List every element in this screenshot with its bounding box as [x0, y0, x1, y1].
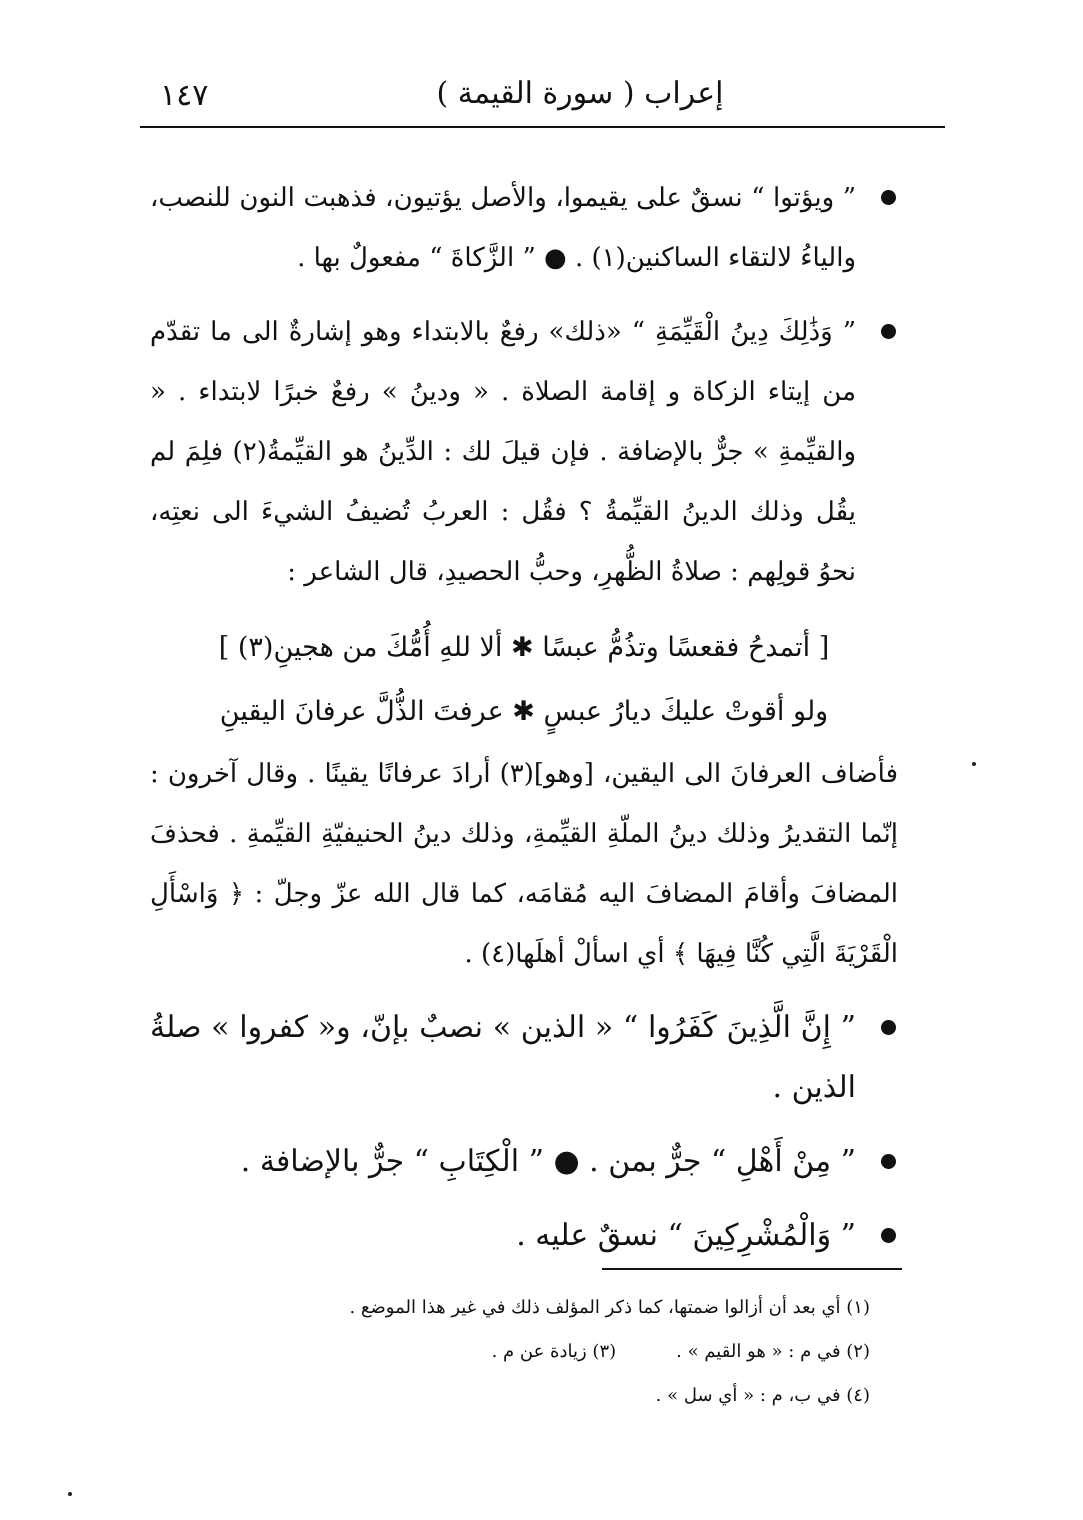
footnote-3: (٣) زيادة عن م . [491, 1341, 617, 1362]
footnote-1: (١) أي بعد أن أزالوا ضمتها، كما ذكر المؤلف ذلك في غير هذا الموضع . [349, 1297, 870, 1318]
footnote-4: (٤) في ب، م : « أي سل » . [655, 1385, 870, 1406]
footnote-row-2-3 [330, 1330, 870, 1374]
page-number: ١٤٧ [160, 78, 209, 113]
paragraph-yutu [150, 168, 898, 288]
bullet-icon [881, 190, 896, 205]
stray-mark [972, 762, 976, 766]
paragraph-continuation: فأضاف العرفانَ الى اليقين، [وهو](٣) أرادَ عرفانًا يقينًا . وقال آخرون : إنّما التقديرُ وذلك دينُ الملّةِ القيِّمةِ، وذلك دينُ الحنيفيّةِ القيِّمةِ . فحذفَ المضافَ وأقامَ المضافَ اليه مُقامَه، كما قال الله عزّ وجلّ : ﴿ وَاسْأَلِ الْقَرْيَةَ الَّتِي كُنَّا فِيهَا ﴾ أي اسألْ أهلَها(٤) . [150, 759, 898, 969]
bullet-icon [881, 1154, 896, 1169]
paragraph-mushrikin [150, 1206, 898, 1266]
footnote-divider [602, 1268, 902, 1270]
poem-line-2: ولو أقوتْ عليكَ ديارُ عبسٍ ✱ عرفتَ الذُّلَّ عرفانَ اليقينِ [219, 696, 829, 727]
stray-mark [68, 1492, 72, 1496]
paragraph-text: ” ويؤتوا “ نسقٌ على يقيموا، والأصل يؤتيون، فذهبت النون للنصب، والياءُ لالتقاء الساكنين(١) . ● ” الزَّكاةَ “ مفعولٌ بها . [150, 183, 856, 273]
paragraph-dhalika-din [150, 302, 898, 602]
page-header [140, 70, 945, 128]
poem-line-1: [ أتمدحُ فقعسًا وتذُمُّ عبسًا ✱ ألا للهِ أُمُّكَ من هجينِ(٣) ] [218, 632, 830, 663]
bullet-icon [881, 1020, 896, 1035]
main-text [150, 168, 898, 1280]
bullet-icon [881, 1228, 896, 1243]
bullet-icon [881, 324, 896, 339]
footnotes [330, 1286, 870, 1418]
running-title: إعراب ( سورة القيمة ) [436, 76, 724, 111]
footnote-2: (٢) في م : « هو القيم » . [676, 1341, 870, 1362]
paragraph-text: ” مِنْ أَهْلِ “ جرٌّ بمن . ● ” الْكِتَابِ “ جرٌّ بالإضافة . [240, 1144, 856, 1179]
paragraph-min-ahl [150, 1132, 898, 1192]
paragraph-inna-alladhina [150, 998, 898, 1118]
paragraph-text: ” إِنَّ الَّذِينَ كَفَرُوا “ « الذين » نصبٌ بإنّ، و« كفروا » صلةُ الذين . [150, 1010, 856, 1105]
paragraph-text: ” وَذَٰلِكَ دِينُ الْقَيِّمَةِ “ «ذلك» رفعٌ بالابتداء وهو إشارةٌ الى ما تقدّم من إيتاء الزكاة و إقامة الصلاة . « ودينُ » رفعٌ خبرًا لابتداء . « والقيِّمةِ » جرٌّ بالإضافة . فإن قيلَ لك : الدِّينُ هو القيِّمةُ(٢) فلِمَ لم يقُل وذلك الدينُ القيِّمةُ ؟ فقُل : العربُ تُضيفُ الشيءَ الى نعتِه، نحوُ قولِهم : صلاةُ الظُّهرِ، وحبُّ الحصيدِ، قال الشاعر : [150, 317, 857, 587]
paragraph-text: ” وَالْمُشْرِكِينَ “ نسقٌ عليه . [516, 1218, 856, 1253]
